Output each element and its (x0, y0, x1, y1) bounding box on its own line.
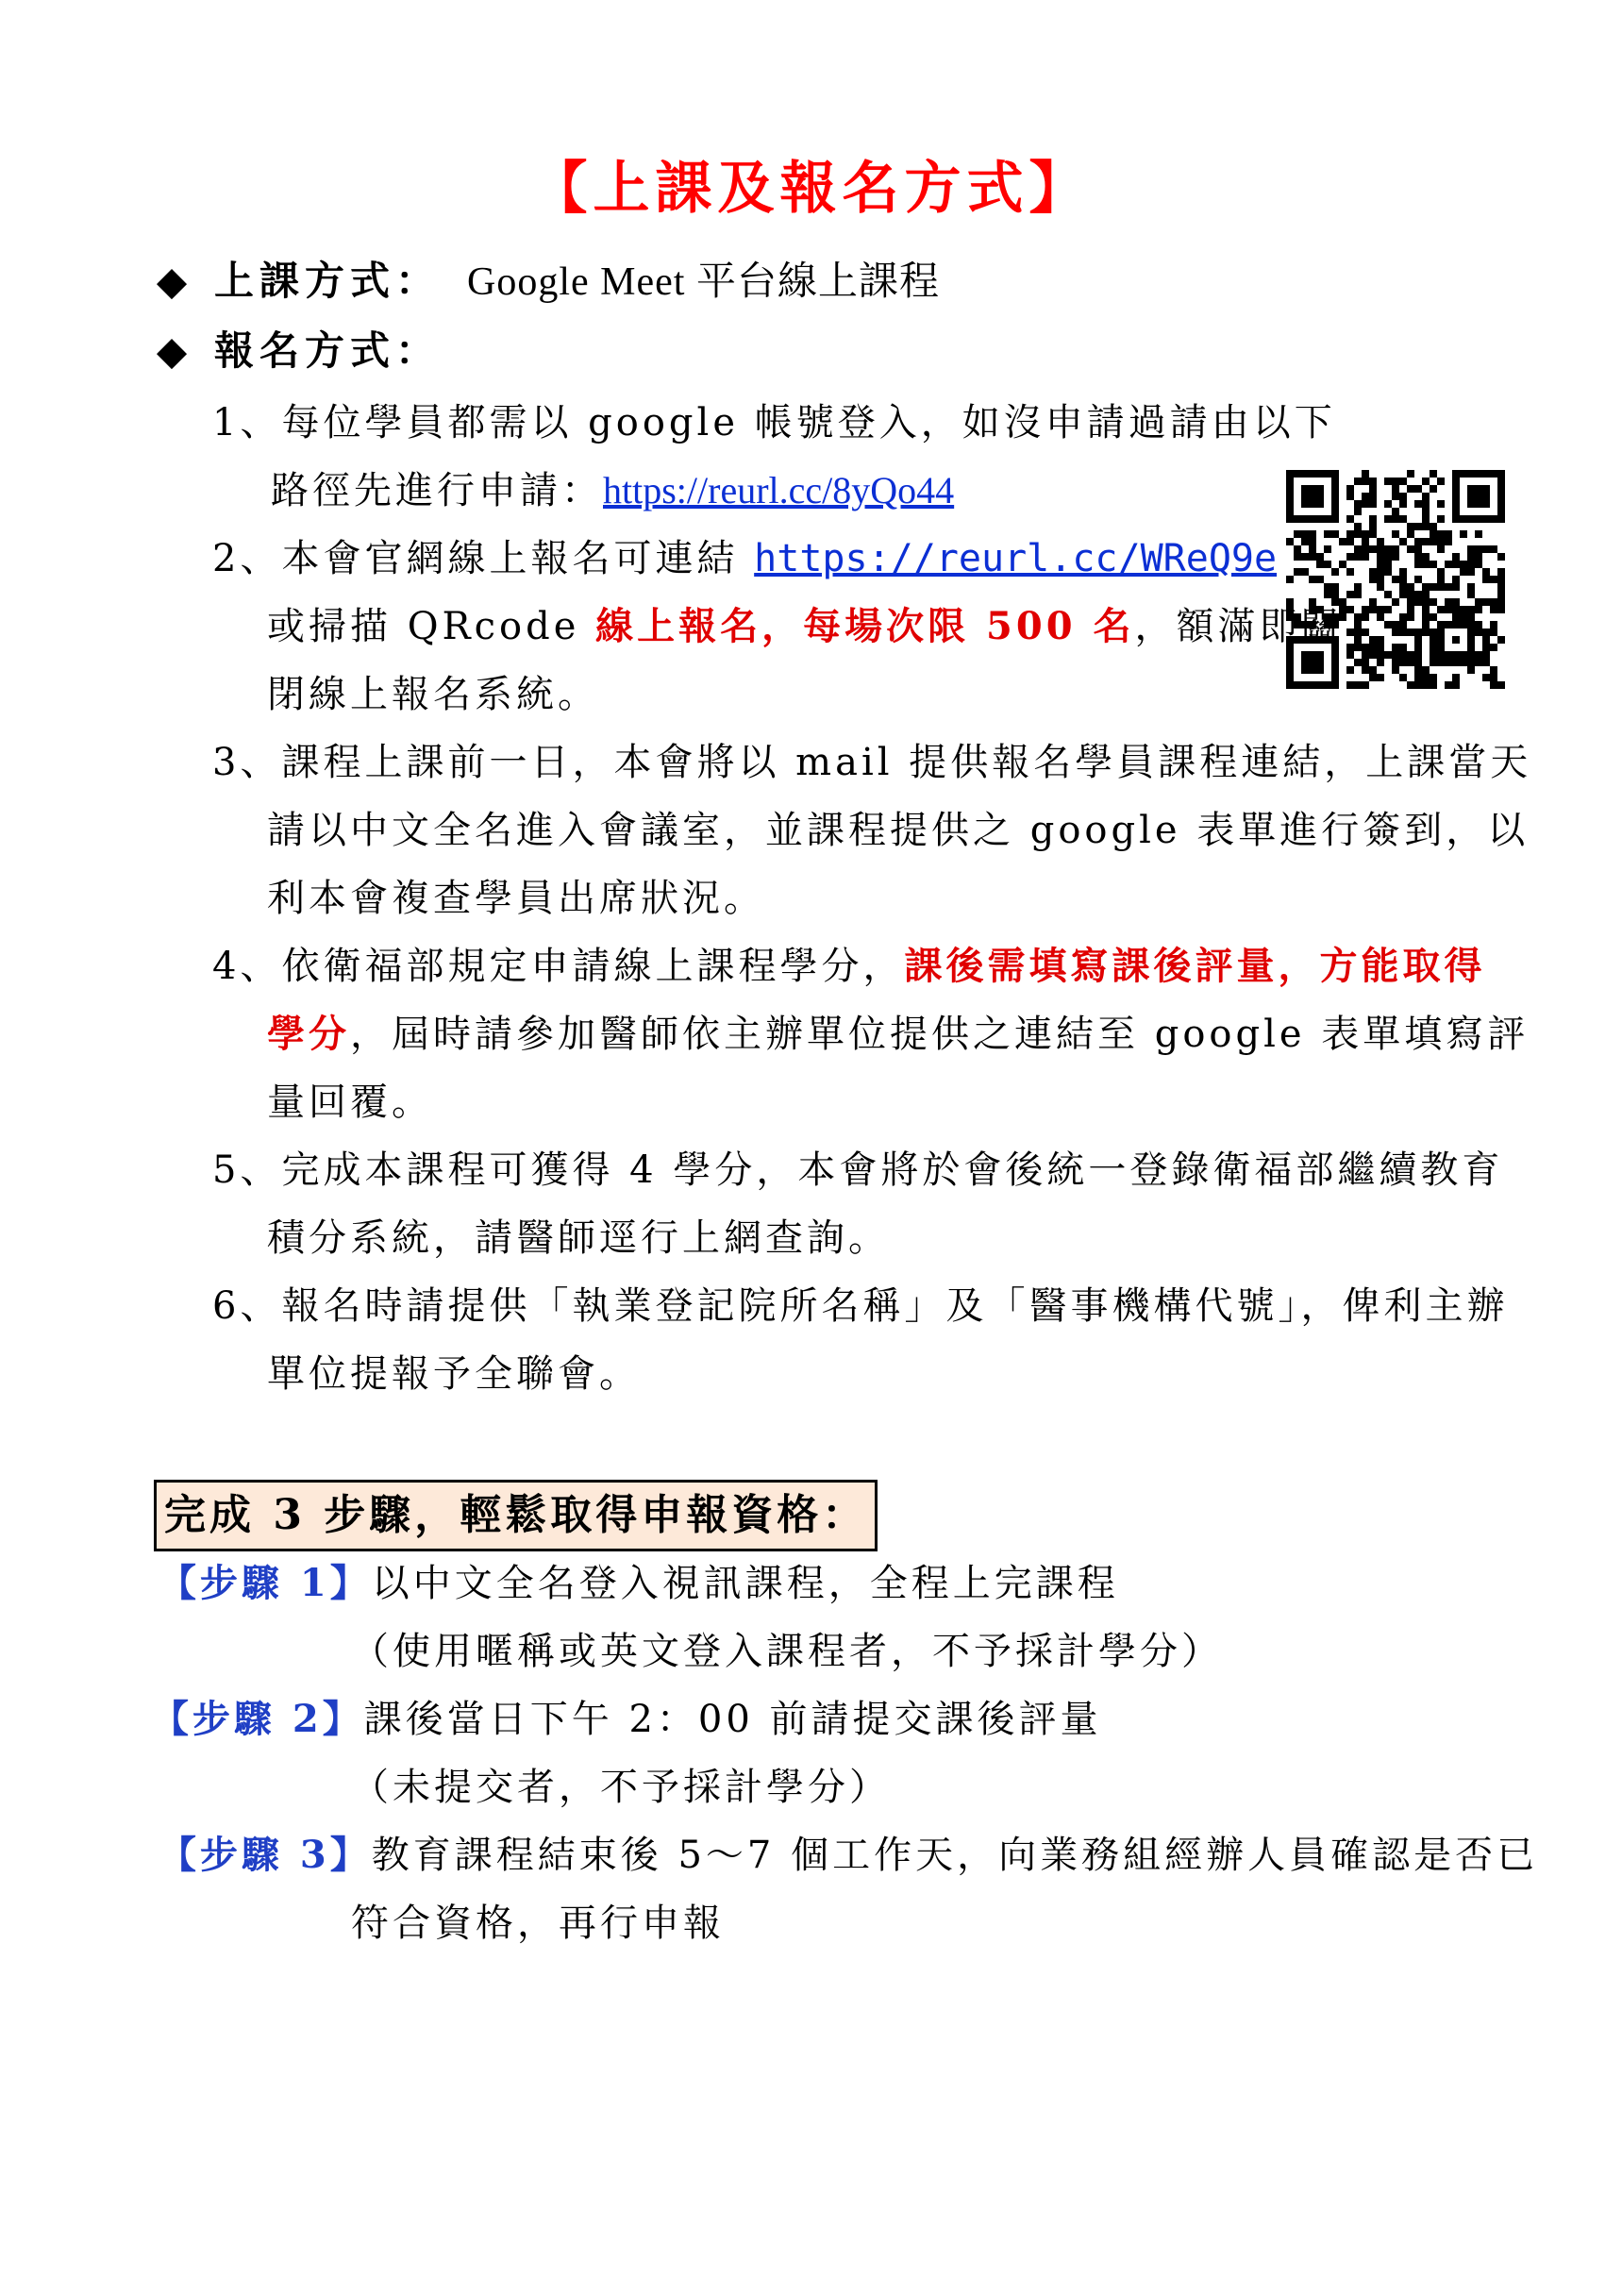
item-4-evaluation-highlight: 課後需填寫課後評量，方能取得 (904, 944, 1486, 988)
item-4-line-3: 量回覆。 (267, 1081, 433, 1124)
step-2-text: 課後當日下午 2：00 前請提交課後評量 (363, 1698, 1102, 1741)
step-2-line-1 (151, 1691, 1102, 1748)
item-4-line-1 (212, 938, 1485, 995)
item-1-line-2 (271, 462, 954, 519)
item-2-line-1 (212, 530, 1277, 587)
apply-account-link[interactable]: https://reurl.cc/8yQo44 (603, 469, 955, 511)
item-6-line-2: 單位提報予全聯會。 (267, 1352, 641, 1396)
class-method-row (156, 253, 940, 310)
item-2-line-3: 閉線上報名系統。 (267, 673, 599, 716)
step-3-line-1 (159, 1827, 1538, 1884)
step-1-label: 【步驟 1】 (159, 1561, 372, 1605)
step-2-label: 【步驟 2】 (151, 1697, 364, 1741)
item-4-prefix: 4、依衛福部規定申請線上課程學分， (212, 945, 905, 988)
step-3-label: 【步驟 3】 (159, 1833, 372, 1877)
item-1-line-1: 1、每位學員都需以 google 帳號登入，如沒申請過請由以下 (212, 401, 1336, 444)
item-3-line-3: 利本會複查學員出席狀況。 (267, 877, 765, 920)
item-2-limit-highlight: 線上報名，每場次限 500 名 (595, 604, 1135, 648)
item-1-prefix: 路徑先進行申請： (271, 469, 603, 512)
item-6-line-1: 6、報名時請提供「執業登記院所名稱」及「醫事機構代號」，俾利主辦 (212, 1284, 1509, 1328)
item-5-line-1: 5、完成本課程可獲得 4 學分，本會將於會後統一登錄衛福部繼續教育 (212, 1148, 1504, 1192)
step-1-line-2: （使用暱稱或英文登入課程者，不予採計學分） (351, 1630, 1223, 1673)
item-4-suffix: ，屆時請參加醫師依主辦單位提供之連結至 google 表單填寫評 (350, 1013, 1530, 1056)
item-4-line-2 (267, 1006, 1529, 1063)
registration-label: 報名方式： (214, 327, 442, 374)
item-5-line-2: 積分系統，請醫師逕行上網查詢。 (267, 1216, 890, 1260)
item-2-suffix: ，額滿即關 (1134, 605, 1343, 648)
item-2-prefix: 2、本會官網線上報名可連結 (212, 537, 755, 580)
registration-row (156, 323, 441, 379)
step-3-line-2: 符合資格，再行申報 (351, 1902, 725, 1945)
item-3-line-2: 請以中文全名進入會議室，並課程提供之 google 表單進行簽到，以 (267, 809, 1530, 852)
step-2-line-2: （未提交者，不予採計學分） (351, 1766, 891, 1809)
steps-heading: 完成 3 步驟，輕鬆取得申報資格： (154, 1480, 878, 1551)
item-2-line-2 (267, 598, 1342, 655)
step-3-text: 教育課程結束後 5～7 個工作天，向業務組經辦人員確認是否已 (371, 1834, 1539, 1877)
diamond-bullet-icon: ◆ (156, 327, 188, 374)
item-4-credit-highlight: 學分 (267, 1012, 350, 1056)
class-method-value: Google Meet 平台線上課程 (467, 260, 940, 304)
diamond-bullet-icon: ◆ (156, 258, 188, 304)
registration-link[interactable]: https://reurl.cc/WReQ9e (754, 537, 1278, 580)
qrcode-image (1286, 470, 1505, 689)
step-1-line-1 (159, 1555, 1119, 1612)
page-title: 【上課及報名方式】 (530, 156, 1092, 222)
class-method-label: 上課方式： (214, 258, 442, 304)
item-2-qr-text: 或掃描 QRcode (267, 605, 596, 648)
step-1-text: 以中文全名登入視訊課程，全程上完課程 (371, 1562, 1119, 1605)
item-3-line-1: 3、課程上課前一日，本會將以 mail 提供報名學員課程連結，上課當天 (212, 741, 1532, 784)
